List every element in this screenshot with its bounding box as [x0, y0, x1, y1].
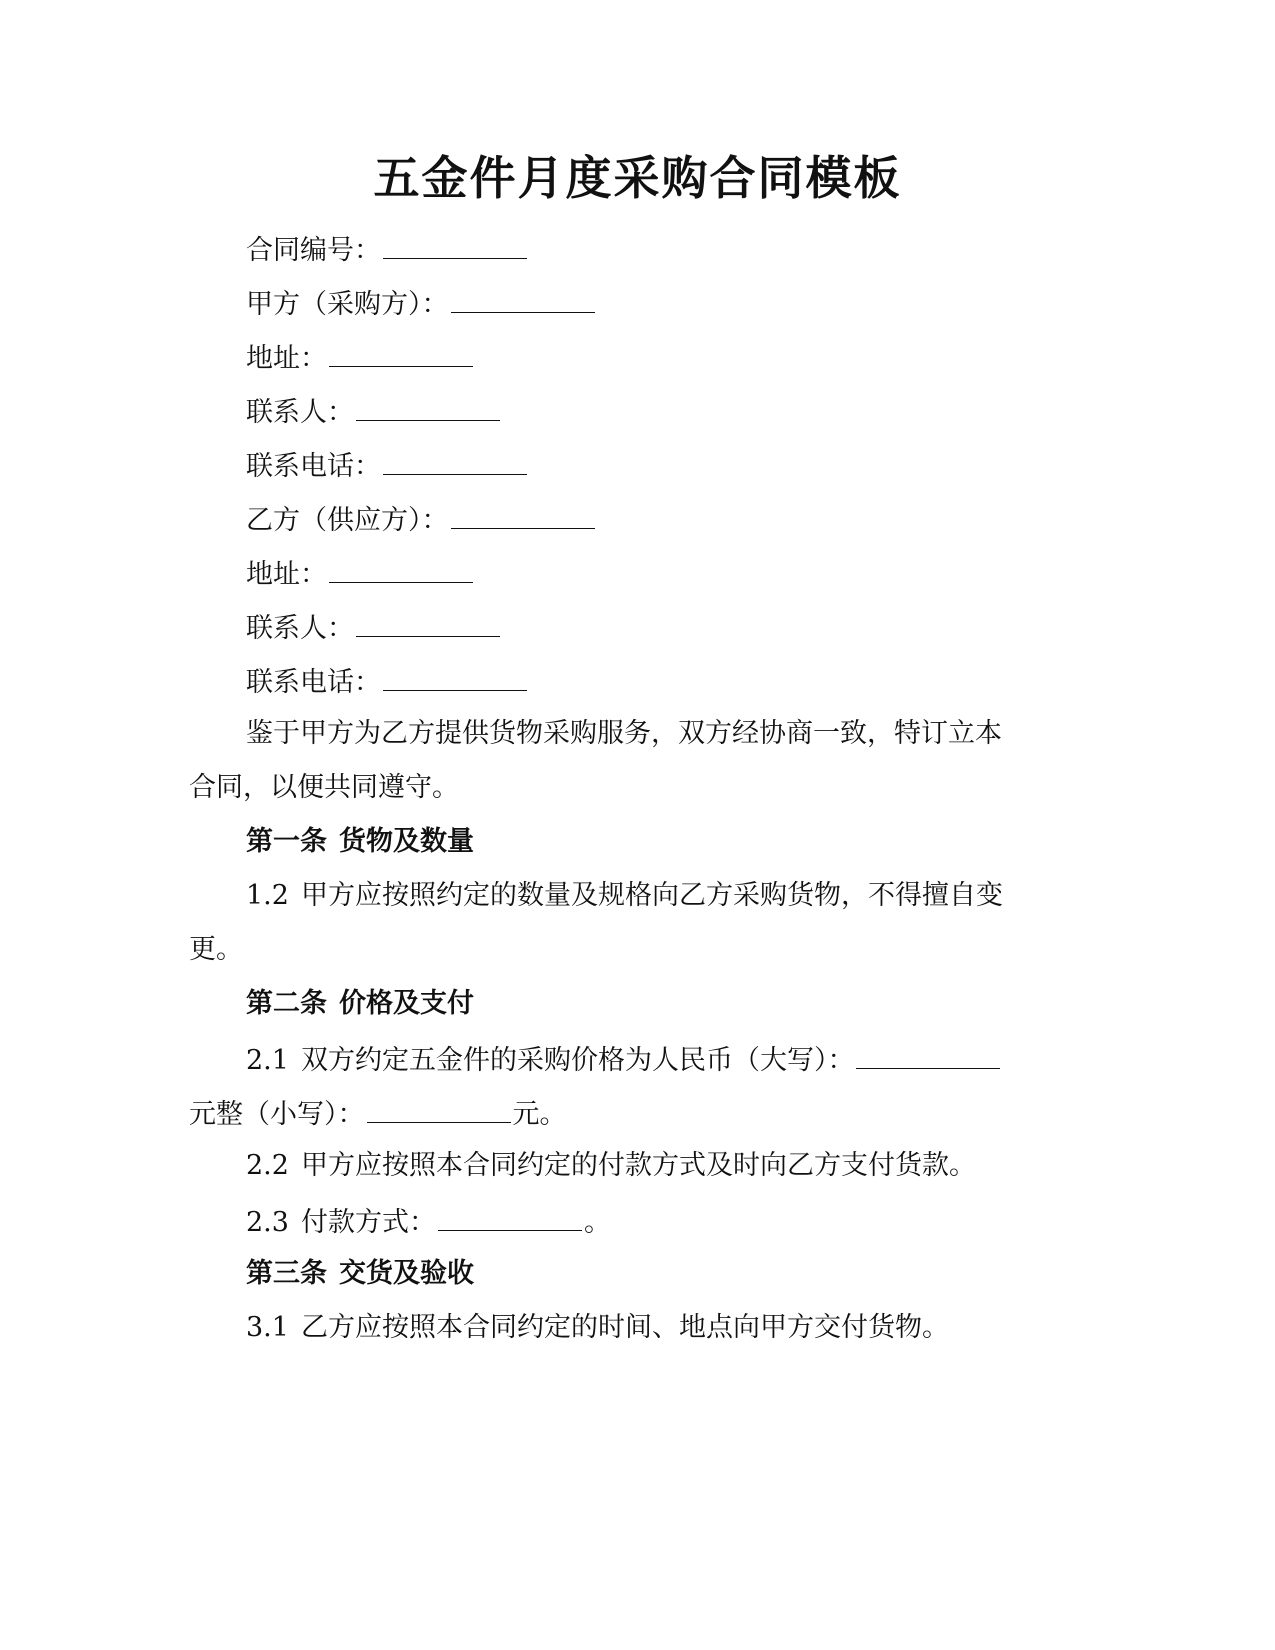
document-title: 五金件月度采购合同模板	[373, 151, 902, 205]
clause-1-2-line-1	[246, 876, 1003, 916]
contract-number-line	[246, 228, 529, 271]
party-b-blank[interactable]	[451, 498, 595, 529]
party-b-address-line	[246, 552, 475, 595]
party-b-contact-label: 联系人：	[246, 613, 354, 644]
article-2-heading	[246, 984, 474, 1024]
party-a-blank[interactable]	[451, 282, 595, 313]
party-a-address-line	[246, 336, 475, 379]
clause-2-2-number: 2.2	[246, 1150, 289, 1181]
party-b-address-label: 地址：	[246, 559, 327, 590]
party-a-line	[246, 282, 597, 325]
clause-1-2-line-2: 更。	[189, 934, 243, 965]
party-b-contact-blank[interactable]	[356, 606, 500, 637]
clause-3-1-text: 乙方应按照本合同约定的时间、地点向甲方交付货物。	[300, 1312, 949, 1343]
party-a-phone-blank[interactable]	[383, 444, 527, 475]
article-1-heading	[246, 822, 474, 862]
party-b-phone-blank[interactable]	[383, 660, 527, 691]
party-a-phone-line	[246, 444, 529, 487]
clause-3-1-number: 3.1	[246, 1312, 289, 1343]
article-2-title: 价格及支付	[339, 988, 474, 1019]
clause-2-3-number: 2.3	[246, 1207, 289, 1238]
article-1-title: 货物及数量	[339, 826, 474, 857]
clause-2-1-text: 双方约定五金件的采购价格为人民币（大写）：	[300, 1045, 855, 1076]
price-uppercase-blank[interactable]	[856, 1038, 1000, 1069]
price-unit: 元。	[512, 1099, 567, 1130]
price-lowercase-label: 元整（小写）：	[189, 1099, 365, 1130]
preamble-line-1: 鉴于甲方为乙方提供货物采购服务，双方经协商一致，特订立本	[246, 718, 1002, 749]
clause-2-1-number: 2.1	[246, 1045, 289, 1076]
clause-2-1-line-2	[189, 1092, 567, 1135]
clause-2-1-line-1	[246, 1038, 1002, 1081]
article-3-number: 第三条	[246, 1258, 327, 1289]
party-a-phone-label: 联系电话：	[246, 451, 381, 482]
clause-2-2-text: 甲方应按照本合同约定的付款方式及时向乙方支付货款。	[300, 1150, 976, 1181]
party-a-contact-blank[interactable]	[356, 390, 500, 421]
contract-number-blank[interactable]	[383, 228, 527, 259]
article-2-number: 第二条	[246, 988, 327, 1019]
party-b-contact-line	[246, 606, 502, 649]
article-1-number: 第一条	[246, 826, 327, 857]
preamble-line-2: 合同，以便共同遵守。	[189, 772, 459, 803]
party-a-contact-line	[246, 390, 502, 433]
contract-number-label: 合同编号：	[246, 235, 381, 266]
clause-3-1	[246, 1308, 949, 1348]
clause-2-2	[246, 1146, 976, 1186]
clause-2-3	[246, 1200, 611, 1243]
party-a-contact-label: 联系人：	[246, 397, 354, 428]
party-a-label: 甲方（采购方）：	[246, 289, 449, 320]
price-lowercase-blank[interactable]	[367, 1092, 511, 1123]
party-a-address-label: 地址：	[246, 343, 327, 374]
clause-2-3-label: 付款方式：	[300, 1207, 436, 1238]
clause-1-2-number: 1.2	[246, 880, 289, 911]
party-a-address-blank[interactable]	[329, 336, 473, 367]
party-b-phone-label: 联系电话：	[246, 667, 381, 698]
party-b-line	[246, 498, 597, 541]
clause-2-3-end: 。	[583, 1207, 611, 1238]
party-b-phone-line	[246, 660, 529, 703]
payment-method-blank[interactable]	[438, 1200, 582, 1231]
article-3-title: 交货及验收	[339, 1258, 474, 1289]
party-b-address-blank[interactable]	[329, 552, 473, 583]
clause-1-2-text: 甲方应按照约定的数量及规格向乙方采购货物，不得擅自变	[300, 880, 1003, 911]
article-3-heading	[246, 1254, 474, 1294]
party-b-label: 乙方（供应方）：	[246, 505, 449, 536]
